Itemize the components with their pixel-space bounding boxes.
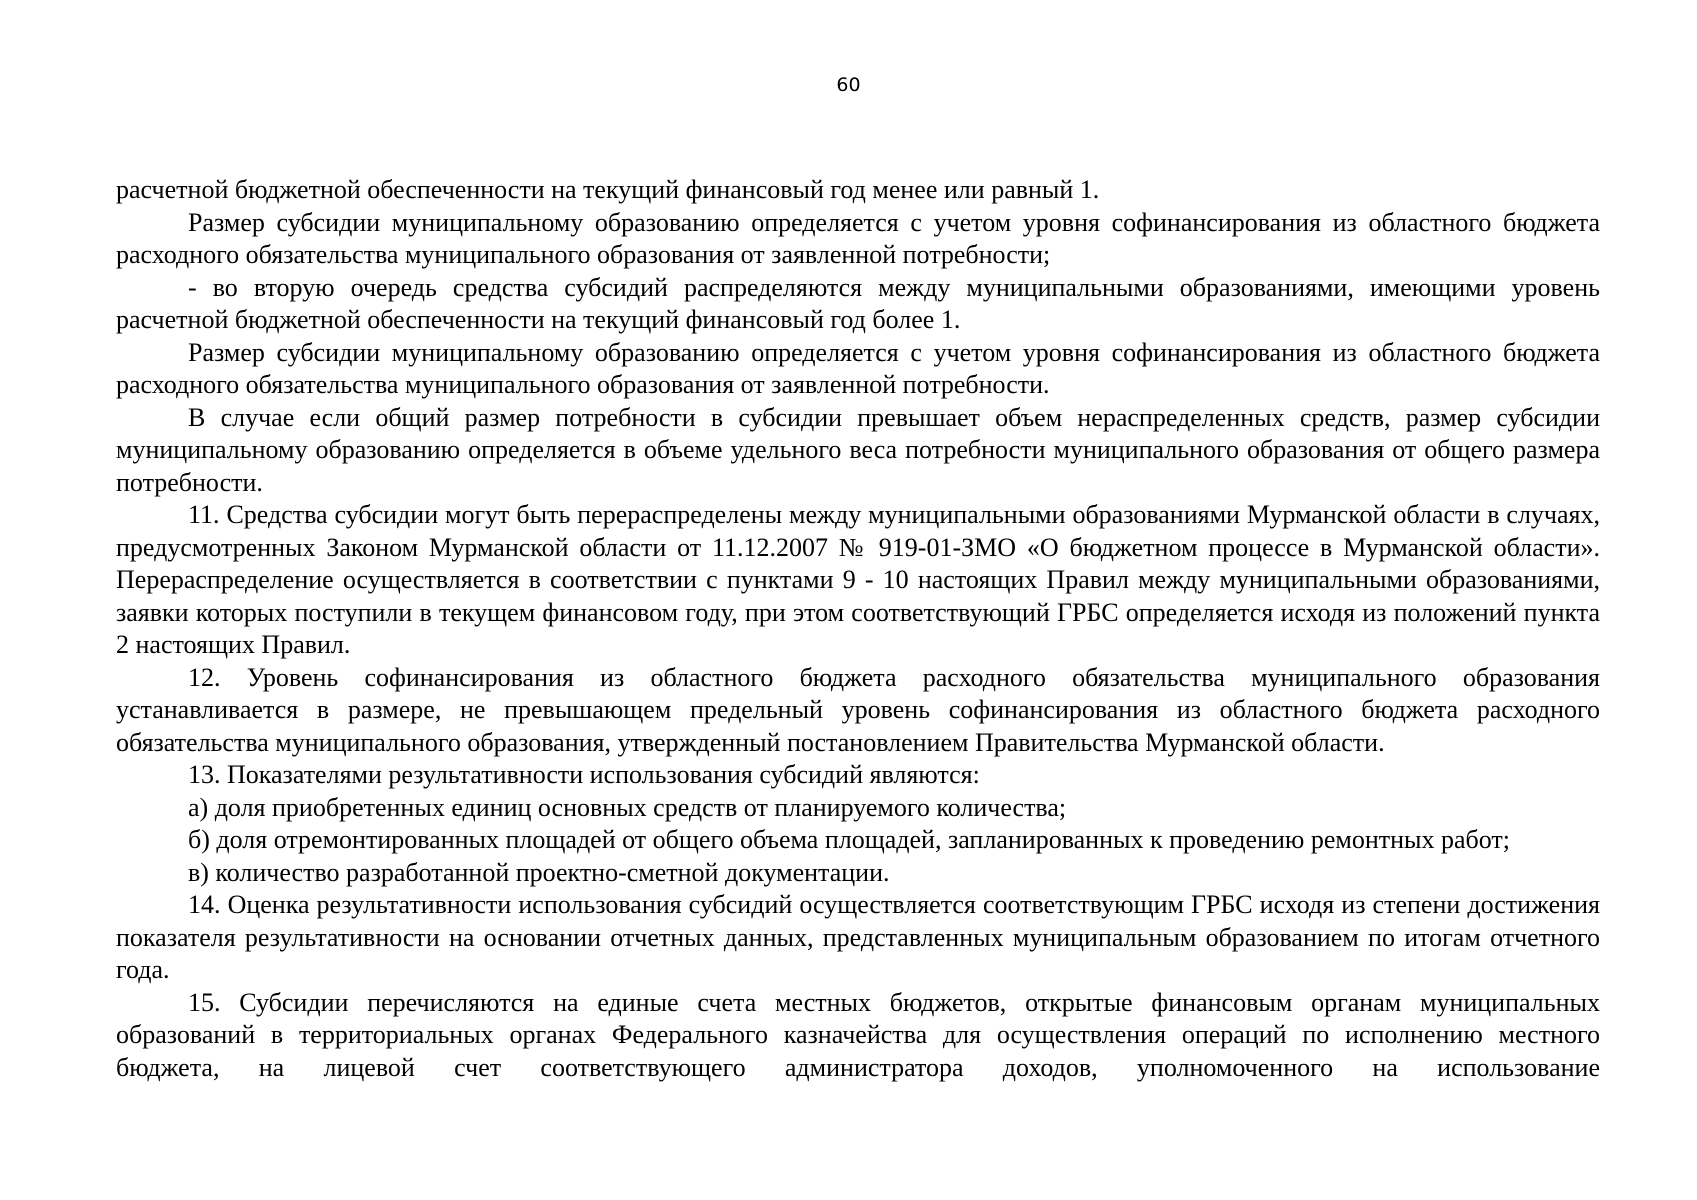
page-number: 60	[836, 74, 861, 96]
list-item-a: а) доля приобретенных единиц основных средств от планируемого количества;	[188, 792, 1067, 822]
paragraph: В случае если общий размер потребности в субсидии превышает объем нераспределенных средств, размер субсидии муниципальному образованию определяется в объеме удельного веса потребности муниципального образования от общего размера потребности.	[116, 402, 1600, 497]
paragraph: - во вторую очередь средства субсидий распределяются между муниципальными образованиями, имеющими уровень расчетной бюджетной обеспеченности на текущий финансовый год более 1.	[116, 272, 1600, 334]
list-item-b: б) доля отремонтированных площадей от общего объема площадей, запланированных к проведению ремонтных работ;	[188, 825, 1511, 854]
paragraph-item-13: 13. Показателями результативности использования субсидий являются:	[188, 760, 980, 789]
paragraph: Размер субсидии муниципальному образованию определяется с учетом уровня софинансирования из областного бюджета расходного обязательства муниципального образования от заявленной потребности.	[116, 337, 1600, 399]
document-body	[116, 174, 1600, 1084]
paragraph-item-15: 15. Субсидии перечисляются на единые счета местных бюджетов, открытые финансовым органам муниципальных образований в территориальных органах Федерального казначейства для осуществления операций по исполнению местного бюджета, на лицевой счет соответствующего администратора доходов, уполномоченного на использование	[116, 987, 1600, 1082]
paragraph-item-14: 14. Оценка результативности использования субсидий осуществляется соответствующим ГРБС исходя из степени достижения показателя результативности на основании отчетных данных, представленных муниципальным образованием по итогам отчетного года.	[116, 890, 1600, 984]
paragraph: Размер субсидии муниципальному образованию определяется с учетом уровня софинансирования из областного бюджета расходного обязательства муниципального образования от заявленной потребности;	[116, 207, 1600, 269]
paragraph-continuation: расчетной бюджетной обеспеченности на текущий финансовый год менее или равный 1.	[116, 175, 1100, 204]
paragraph-item-11: 11. Средства субсидии могут быть перераспределены между муниципальными образованиями Мурманской области в случаях, предусмотренных Законом Мурманской области от 11.12.2007 № 919-01-ЗМО «О бюджетном процессе в Мурманской области». Перераспределение осуществляется в соответствии с пунктами 9 - 10 настоящих Правил между муниципальными образованиями, заявки которых поступили в текущем финансовом году, при этом соответствующий ГРБС определяется исходя из положений пункта 2 настоящих Правил.	[116, 500, 1600, 659]
list-item-v: в) количество разработанной проектно-сметной документации.	[188, 857, 890, 887]
paragraph-item-12: 12. Уровень софинансирования из областного бюджета расходного обязательства муниципального образования устанавливается в размере, не превышающем предельный уровень софинансирования из областного бюджета расходного обязательства муниципального образования, утвержденный постановлением Правительства Мурманской области.	[116, 662, 1600, 757]
